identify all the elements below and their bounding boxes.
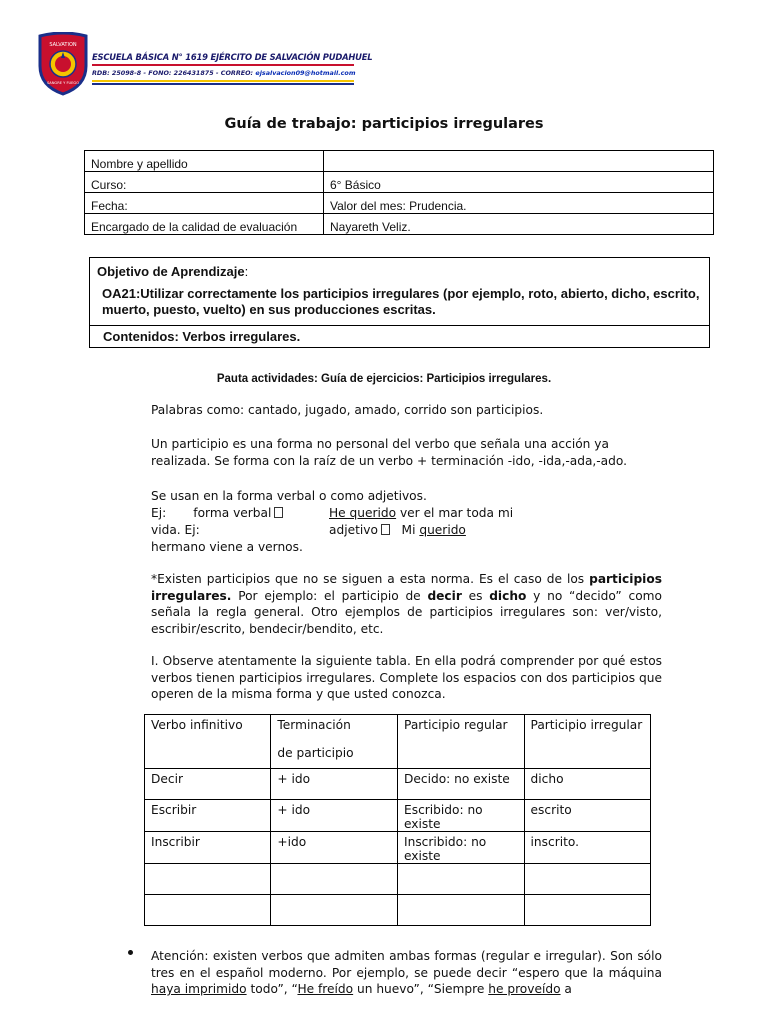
table-cell: Escribir — [145, 800, 271, 832]
page-title: Guía de trabajo: participios irregulares — [224, 116, 544, 132]
objectives-heading-text: Objetivo de Aprendizaje — [97, 264, 245, 279]
objectives-divider — [90, 325, 709, 326]
table-cell-input[interactable] — [398, 895, 525, 926]
p4-bold: decir — [427, 588, 462, 603]
checkbox-glyph-icon — [381, 524, 390, 535]
info-value: Nayareth Veliz. — [324, 214, 714, 235]
column-header: Verbo infinitivo — [145, 715, 271, 769]
info-value: Valor del mes: Prudencia. — [324, 193, 714, 214]
p6-underlined: haya imprimido — [151, 982, 247, 996]
school-email[interactable]: ejsalvacion09@hotmail.com — [255, 69, 356, 77]
table-row — [85, 172, 714, 193]
p4-text: es — [461, 588, 490, 603]
table-cell: Inscribir — [145, 832, 271, 864]
info-label: Nombre y apellido — [85, 151, 324, 172]
example-adjective-label: vida. Ej: — [151, 523, 200, 537]
column-header: Participio irregular — [524, 715, 650, 769]
objective-oa21: OA21:Utilizar correctamente los participios irregulares (por ejemplo, roto, abierto, dicho, escrito, muerto, puesto, vuelto) en sus producciones escritas. — [102, 286, 700, 317]
p4-bold: dicho — [489, 588, 527, 603]
header-stripe-yellow — [92, 80, 354, 82]
example-adjective-sentence — [329, 522, 466, 539]
header-stripe-red — [92, 64, 354, 66]
p4-bold: participios irregulares. — [151, 572, 662, 603]
table-cell-input[interactable] — [524, 895, 650, 926]
info-label: Encargado de la calidad de evaluación — [85, 214, 324, 235]
objectives-heading-colon: : — [244, 264, 249, 279]
column-header: Terminación de participio — [271, 715, 398, 769]
p6-underlined: he proveído — [488, 982, 561, 996]
table-row — [85, 214, 714, 235]
table-header-row — [145, 715, 651, 769]
header-stripe-blue — [92, 83, 354, 85]
objectives-heading — [97, 264, 248, 279]
paragraph-instructions: I. Observe atentamente la siguiente tabla. En ella podrá comprender por qué estos verbos tienen participios irregulares. Complete los espacios con dos participios que operen de la misma forma y que usted conozca. — [151, 654, 662, 701]
example-verbal-text: Ej: forma verbal — [151, 506, 272, 520]
table-cell: + ido — [271, 769, 398, 800]
school-contact: RDB: 25098-8 - FONO: 226431875 - CORREO: — [92, 69, 254, 77]
table-row-blank — [145, 895, 651, 926]
column-header: Participio regular — [398, 715, 525, 769]
example-adjective-participle: querido — [419, 523, 466, 537]
table-cell-input[interactable] — [271, 864, 398, 895]
p6-text: a — [560, 982, 572, 996]
bullet-icon — [128, 950, 133, 955]
school-logo — [36, 32, 90, 96]
table-cell: Escribido: no existe — [398, 800, 525, 832]
table-row — [85, 151, 714, 172]
table-row-blank — [145, 864, 651, 895]
table-cell-input[interactable] — [524, 864, 650, 895]
table-cell-input[interactable] — [271, 895, 398, 926]
p6-underlined: He freído — [297, 982, 354, 996]
table-cell: escrito — [524, 800, 650, 832]
table-cell: +ido — [271, 832, 398, 864]
table-row — [85, 193, 714, 214]
table-cell: Decir — [145, 769, 271, 800]
paragraph-examples: Palabras como: cantado, jugado, amado, corrido son participios. — [151, 403, 544, 417]
example-verbal-label — [151, 505, 283, 522]
school-name: ESCUELA BÁSICA N° 1619 EJÉRCITO DE SALVACIÓN PUDAHUEL — [92, 52, 373, 62]
table-row — [145, 769, 651, 800]
table-row — [145, 832, 651, 864]
p4-text: *Existen participios que no se siguen a esta norma. Es el caso de los — [151, 572, 590, 586]
info-label: Fecha: — [85, 193, 324, 214]
info-value[interactable] — [324, 151, 714, 172]
table-cell: + ido — [271, 800, 398, 832]
paragraph-definition: Un participio es una forma no personal del verbo que señala una acción ya realizada. Se forma con la raíz de un verbo + terminación -ido, -ida,-ada,-ado. — [151, 437, 628, 468]
logo-text-top: SALVATION — [49, 42, 77, 48]
p6-text: Atención: existen verbos que admiten ambas formas (regular e irregular). Son sólo tres en el español moderno. Por ejemplo, se puede decir “espero que la máquina — [151, 949, 662, 980]
example-adjective-text: adjetivo — [329, 523, 378, 537]
example-verbal-rest: ver el mar toda mi — [396, 506, 514, 520]
participles-table — [144, 714, 651, 926]
example-verbal-sentence — [329, 505, 513, 522]
table-cell: inscrito. — [524, 832, 650, 864]
table-cell: dicho — [524, 769, 650, 800]
table-cell-input[interactable] — [145, 864, 271, 895]
activities-heading: Pauta actividades: Guía de ejercicios: Participios irregulares. — [216, 373, 552, 385]
table-row — [145, 800, 651, 832]
paragraph-attention — [151, 948, 662, 998]
p4-text: Por ejemplo: el participio de — [231, 588, 428, 603]
table-cell-input[interactable] — [398, 864, 525, 895]
p6-text: un huevo”, “Siempre — [353, 982, 489, 996]
info-value: 6° Básico — [324, 172, 714, 193]
table-cell: Inscribido: no existe — [398, 832, 525, 864]
paragraph-irregular — [151, 571, 662, 637]
table-cell: Decido: no existe — [398, 769, 525, 800]
p4-text: y no “decido” como señala la regla general. Otro ejemplos de participios irregulares son: ver/visto, escribir/escrito, bendecir/bendito, etc. — [151, 588, 662, 636]
objective-contents: Contenidos: Verbos irregulares. — [103, 329, 301, 344]
student-info-table — [84, 150, 714, 235]
table-cell-input[interactable] — [145, 895, 271, 926]
info-label: Curso: — [85, 172, 324, 193]
paragraph-usage: Se usan en la forma verbal o como adjetivos. — [151, 489, 427, 503]
school-info — [92, 69, 356, 77]
example-verbal-participle: He querido — [329, 506, 397, 520]
logo-text-mid: SANGRE Y FUEGO — [46, 81, 80, 85]
checkbox-glyph-icon — [274, 507, 283, 518]
example-adjective-continuation: hermano viene a vernos. — [151, 540, 303, 554]
example-adjective-mi: Mi — [389, 523, 420, 537]
p6-text: todo”, “ — [246, 982, 298, 996]
